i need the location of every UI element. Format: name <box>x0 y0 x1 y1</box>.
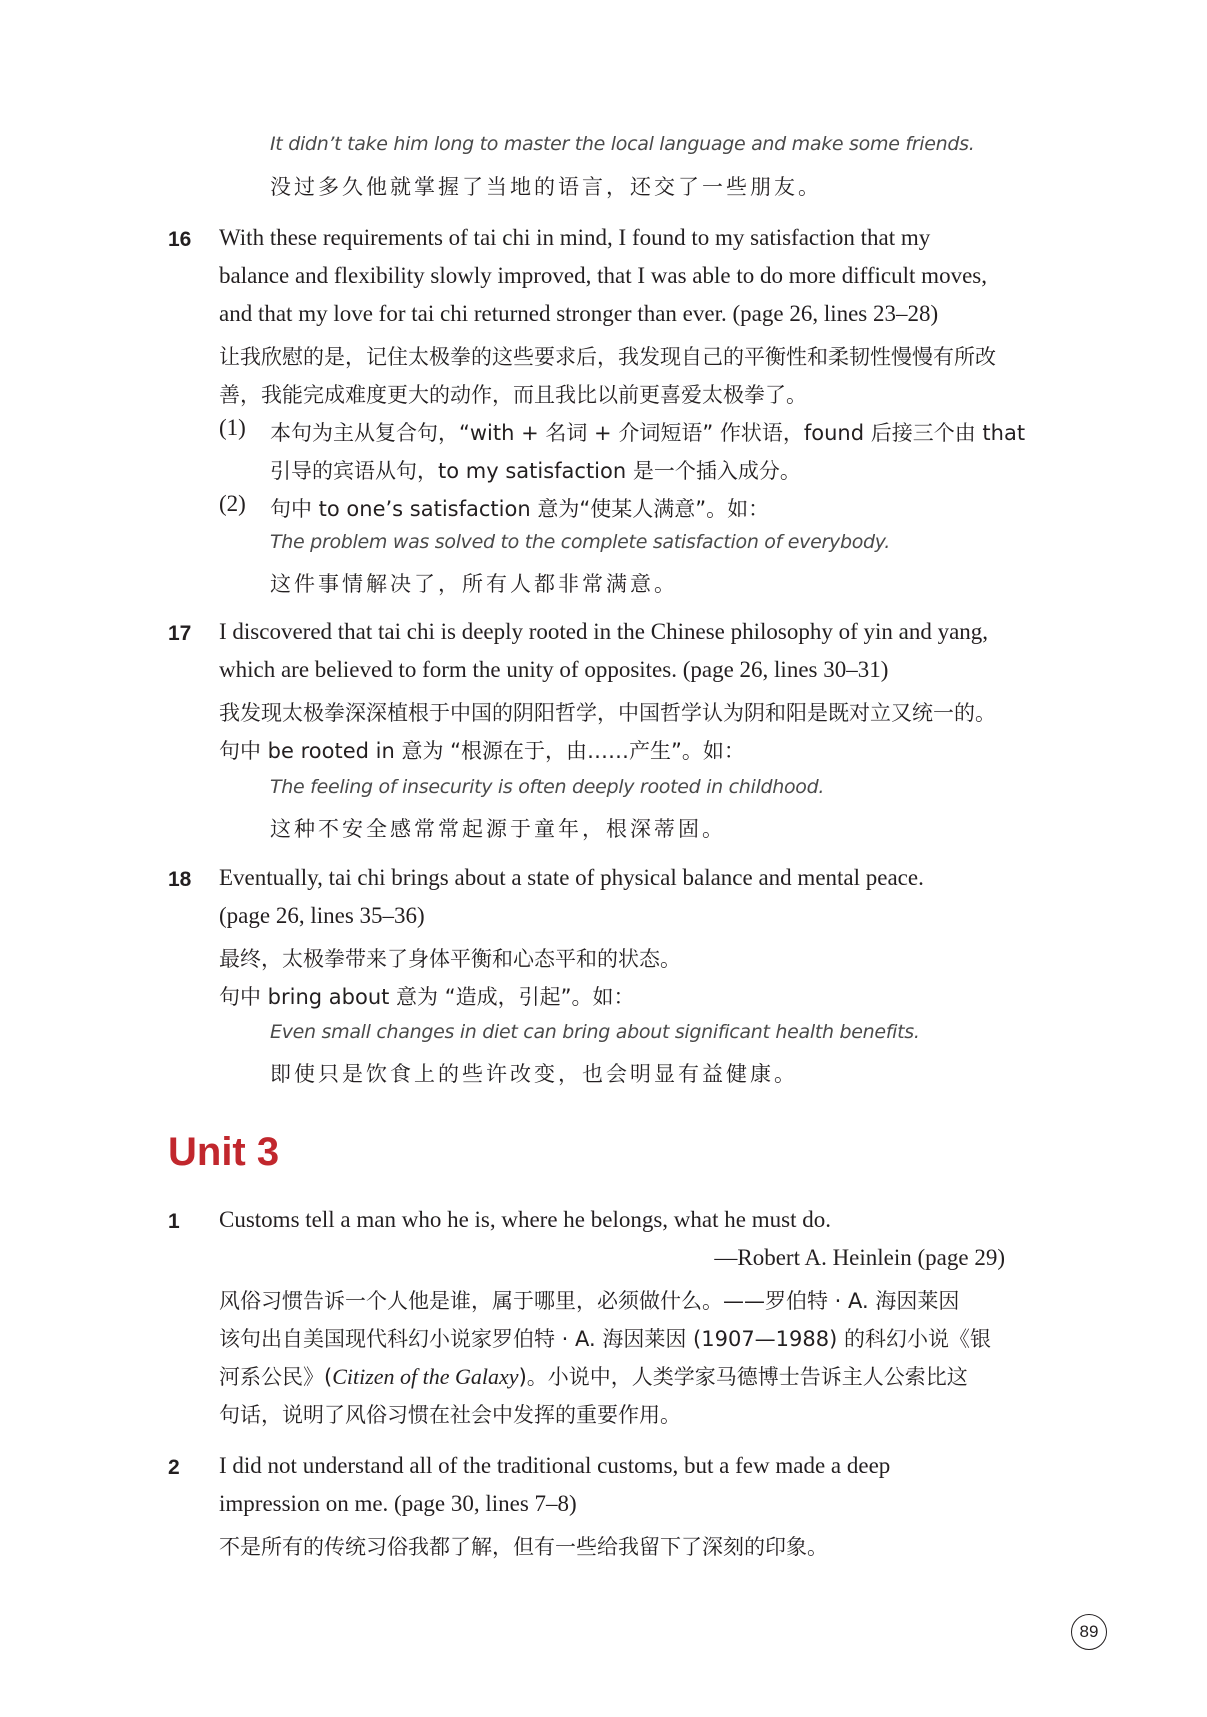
item-cn-line: 句话，说明了风俗习惯在社会中发挥的重要作用。 <box>219 1403 681 1427</box>
item-en-line: I did not understand all of the traditional customs, but a few made a deep <box>219 1453 891 1478</box>
item-cn-line: 让我欣慰的是，记住太极拳的这些要求后，我发现自己的平衡性和柔韧性慢慢有所改 <box>219 345 996 369</box>
item-number: 1 <box>168 1210 180 1233</box>
item-number: 16 <box>168 228 192 251</box>
item-number: 18 <box>168 868 192 891</box>
item-cn-line: 我发现太极拳深深植根于中国的阴阳哲学，中国哲学认为阴和阳是既对立又统一的。 <box>219 701 996 725</box>
example-sentence-cn: 即使只是饮食上的些许改变，也会明显有益健康。 <box>270 1062 798 1086</box>
item-cn-line: 该句出自美国现代科幻小说家罗伯特 · A. 海因莱因 (1907—1988) 的科幻小说《银 <box>219 1327 991 1351</box>
note-line: 引导的宾语从句，to my satisfaction 是一个插入成分。 <box>270 459 801 483</box>
item-cn-line: 风俗习惯告诉一个人他是谁，属于哪里，必须做什么。——罗伯特 · A. 海因莱因 <box>219 1289 960 1313</box>
item-en-line: which are believed to form the unity of opposites. (page 26, lines 30–31) <box>219 657 889 682</box>
item-en-line: and that my love for tai chi returned stronger than ever. (page 26, lines 23–28) <box>219 301 939 326</box>
example-sentence-en: The problem was solved to the complete satisfaction of everybody. <box>270 531 890 553</box>
example-sentence-en: The feeling of insecurity is often deeply rooted in childhood. <box>270 776 825 798</box>
unit-heading: Unit 3 <box>168 1130 280 1174</box>
item-en-line: I discovered that tai chi is deeply rooted in the Chinese philosophy of yin and yang, <box>219 619 989 644</box>
note-line: 句中 to one’s satisfaction 意为“使某人满意”。如： <box>270 497 770 521</box>
cn-text: 河系公民》( <box>219 1365 333 1389</box>
item-en-line: With these requirements of tai chi in mind, I found to my satisfaction that my <box>219 225 931 250</box>
item-cn-line <box>219 1361 968 1391</box>
item-cn-line: 最终，太极拳带来了身体平衡和心态平和的状态。 <box>219 947 681 971</box>
book-title: Citizen of the Galaxy <box>332 1364 519 1389</box>
item-en-line: balance and flexibility slowly improved, that I was able to do more difficult moves, <box>219 263 987 288</box>
note-line: 本句为主从复合句，“with + 名词 + 介词短语” 作状语，found 后接三个由 that <box>270 421 1026 445</box>
example-sentence-cn: 这件事情解决了，所有人都非常满意。 <box>270 572 678 596</box>
item-number: 17 <box>168 622 192 645</box>
note-line: 句中 bring about 意为 “造成，引起”。如： <box>219 985 635 1009</box>
note-index: (1) <box>219 415 246 440</box>
example-sentence-cn: 没过多久他就掌握了当地的语言，还交了一些朋友。 <box>270 175 822 199</box>
item-cn-line: 不是所有的传统习俗我都了解，但有一些给我留下了深刻的印象。 <box>219 1535 828 1559</box>
cn-text: )。小说中，人类学家马德博士告诉主人公索比这 <box>518 1365 968 1389</box>
example-sentence-en: It didn’t take him long to master the local language and make some friends. <box>270 133 975 155</box>
item-en-line: impression on me. (page 30, lines 7–8) <box>219 1491 577 1516</box>
item-number: 2 <box>168 1456 180 1479</box>
example-sentence-en: Even small changes in diet can bring about significant health benefits. <box>270 1021 920 1043</box>
note-index: (2) <box>219 491 246 516</box>
quote-attribution: —Robert A. Heinlein (page 29) <box>714 1245 1005 1270</box>
page-number: 89 <box>1071 1614 1107 1650</box>
item-en-line: (page 26, lines 35–36) <box>219 903 425 928</box>
note-line: 句中 be rooted in 意为 “根源在于，由……产生”。如： <box>219 739 745 763</box>
item-en-line: Customs tell a man who he is, where he belongs, what he must do. <box>219 1207 831 1232</box>
example-sentence-cn: 这种不安全感常常起源于童年，根深蒂固。 <box>270 817 726 841</box>
item-en-line: Eventually, tai chi brings about a state of physical balance and mental peace. <box>219 865 924 890</box>
item-cn-line: 善，我能完成难度更大的动作，而且我比以前更喜爱太极拳了。 <box>219 383 807 407</box>
